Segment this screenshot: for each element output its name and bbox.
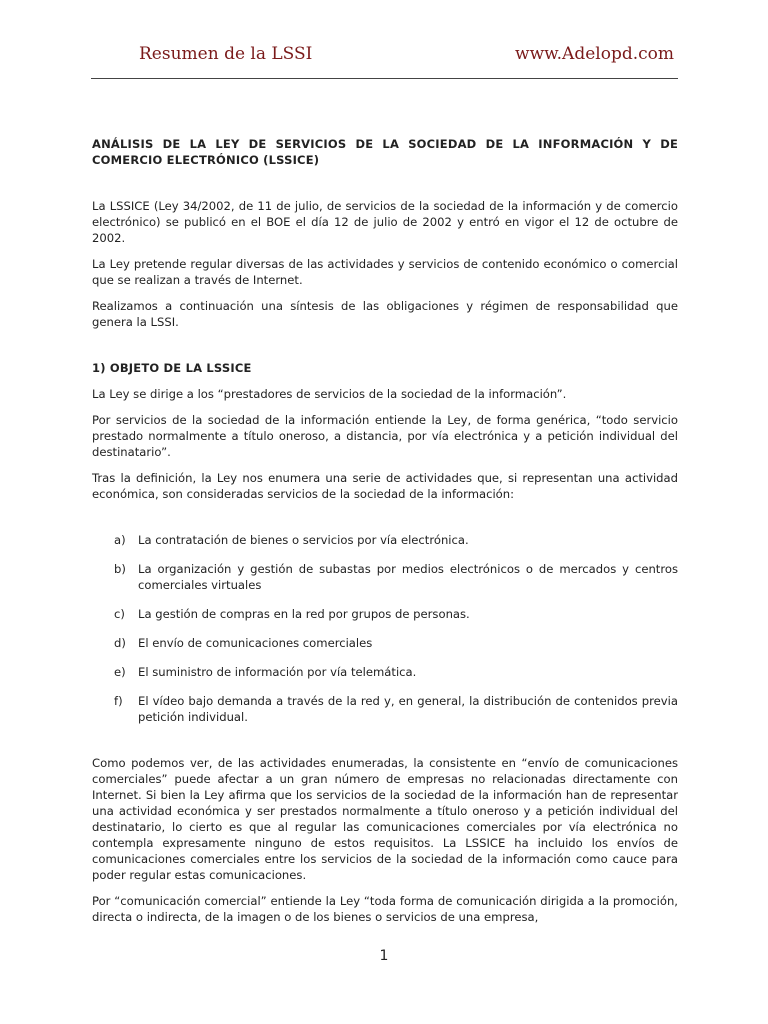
activities-list — [92, 532, 678, 725]
list-item — [92, 606, 678, 622]
list-item — [92, 635, 678, 651]
list-item-text: El vídeo bajo demanda a través de la red y, en general, la distribución de contenidos previa petición individual. — [138, 694, 678, 724]
list-marker: c) — [114, 607, 125, 621]
page-header — [91, 38, 678, 79]
list-item-text: El envío de comunicaciones comerciales — [138, 636, 373, 650]
section-paragraph-4: Como podemos ver, de las actividades enumeradas, la consistente en “envío de comunicaciones comerciales” puede afectar a un gran número de empresas no relacionadas directamente con Internet. Si bien la Ley afirma que los servicios de la sociedad de la información han de representar una actividad económica y ser prestados normalmente a título oneroso y a petición individual del destinatario, lo cierto es que al regular las comunicaciones comerciales por vía electrónica no contempla expresamente ninguno de estos requisitos. La LSSICE ha incluido los envíos de comunicaciones comerciales entre los servicios de la sociedad de la información como cauce para poder regular estas comunicaciones. — [92, 756, 678, 882]
document-body — [92, 136, 678, 935]
list-marker: e) — [114, 665, 126, 679]
header-website: www.Adelopd.com — [515, 44, 674, 64]
header-title: Resumen de la LSSI — [139, 44, 313, 64]
list-item-text: El suministro de información por vía telemática. — [138, 665, 417, 679]
list-item-text: La organización y gestión de subastas por medios electrónicos o de mercados y centros comerciales virtuales — [138, 562, 678, 592]
list-marker: d) — [114, 636, 126, 650]
list-item — [92, 561, 678, 593]
section-paragraph-5: Por “comunicación comercial” entiende la Ley “toda forma de comunicación dirigida a la promoción, directa o indirecta, de la imagen o de los bienes o servicios de una empresa, — [92, 894, 678, 924]
list-item-text: La gestión de compras en la red por grupos de personas. — [138, 607, 470, 621]
section-paragraph-1: La Ley se dirige a los “prestadores de servicios de la sociedad de la información”. — [92, 387, 567, 401]
section-heading: 1) OBJETO DE LA LSSICE — [92, 361, 252, 375]
document-title: ANÁLISIS DE LA LEY DE SERVICIOS DE LA SOCIEDAD DE LA INFORMACIÓN Y DE COMERCIO ELECTRÓNICO (LSSICE) — [92, 137, 678, 167]
list-marker: f) — [114, 694, 123, 708]
list-item — [92, 532, 678, 548]
list-item-text: La contratación de bienes o servicios por vía electrónica. — [138, 533, 469, 547]
intro-paragraph-3: Realizamos a continuación una síntesis de las obligaciones y régimen de responsabilidad que genera la LSSI. — [92, 299, 678, 329]
section-paragraph-3: Tras la definición, la Ley nos enumera una serie de actividades que, si representan una actividad económica, son consideradas servicios de la sociedad de la información: — [92, 471, 678, 501]
list-item — [92, 664, 678, 680]
intro-paragraph-1: La LSSICE (Ley 34/2002, de 11 de julio, de servicios de la sociedad de la información y de comercio electrónico) se publicó en el BOE el día 12 de julio de 2002 y entró en vigor el 12 de octubre de 2002. — [92, 199, 678, 245]
section-paragraph-2: Por servicios de la sociedad de la información entiende la Ley, de forma genérica, “todo servicio prestado normalmente a título oneroso, a distancia, por vía electrónica y a petición individual del destinatario”. — [92, 413, 678, 459]
list-item — [92, 693, 678, 725]
page-number: 1 — [379, 948, 389, 964]
list-marker: a) — [114, 533, 126, 547]
intro-paragraph-2: La Ley pretende regular diversas de las actividades y servicios de contenido económico o comercial que se realizan a través de Internet. — [92, 257, 678, 287]
list-marker: b) — [114, 562, 126, 576]
